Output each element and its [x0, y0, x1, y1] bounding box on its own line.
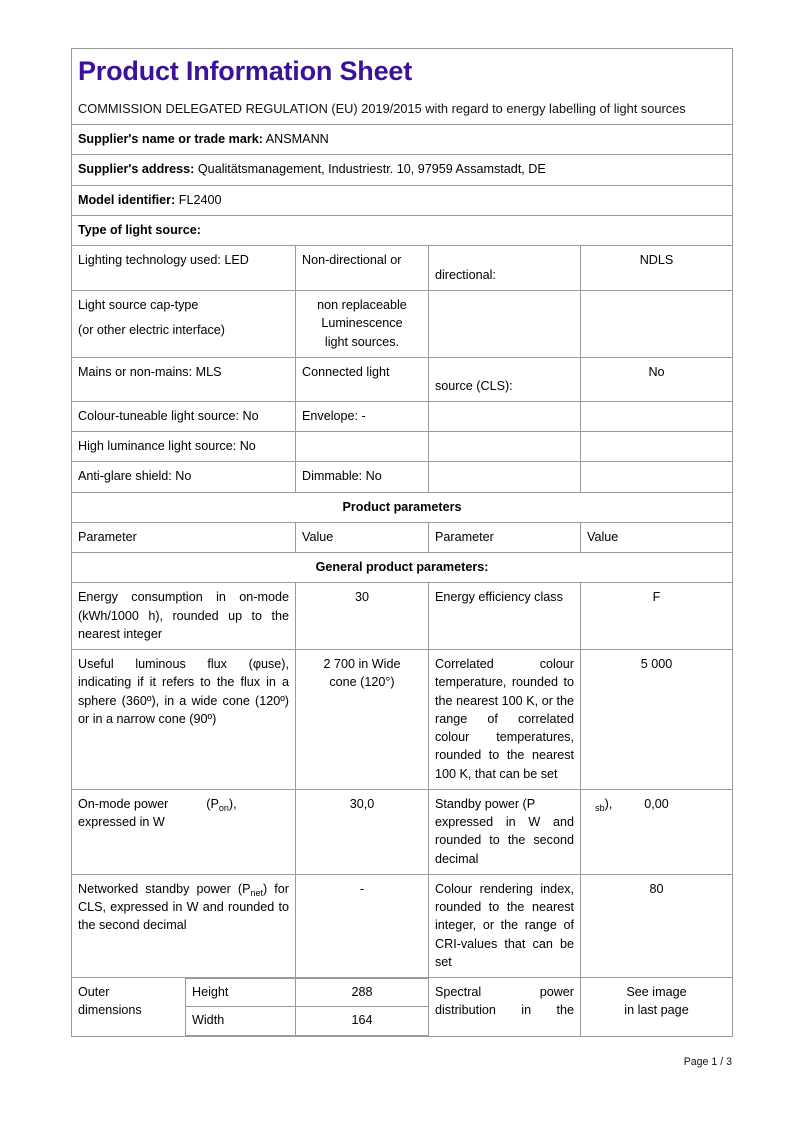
height-value: 288 — [296, 979, 429, 1007]
supplier-address-value: Qualitätsmanagement, Industriestr. 10, 97959 Assamstadt, DE — [197, 162, 546, 177]
supplier-address-row — [72, 155, 733, 185]
lighting-technology-label: Lighting technology used: LED — [72, 246, 296, 291]
header-value-right: Value — [581, 522, 733, 552]
outer-dimensions-row — [72, 978, 733, 1037]
mains-connected: Connected light — [296, 357, 429, 401]
energy-consumption-value: 30 — [296, 583, 429, 650]
cap-type-value: non replaceable Luminescence light sources. — [296, 291, 429, 358]
standby-power-value: 0,00 — [581, 789, 733, 874]
dimensions-table — [185, 978, 429, 1036]
colour-rendering-index-label: Colour rendering index, rounded to the nearest integer, or the range of CRI-values that can be set — [429, 874, 581, 977]
luminous-flux-row — [72, 650, 733, 790]
lighting-technology-direction: Non-directional or — [296, 246, 429, 291]
colour-tuneable-label: Colour-tuneable light source: No — [72, 401, 296, 431]
regulation-text: COMMISSION DELEGATED REGULATION (EU) 2019/2015 with regard to energy labelling of light sources — [78, 101, 686, 117]
anti-glare-label: Anti-glare shield: No — [72, 462, 296, 492]
page-title: Product Information Sheet — [78, 56, 413, 86]
energy-efficiency-class-label: Energy efficiency class — [429, 583, 581, 650]
product-parameters-heading-row — [72, 492, 733, 522]
mains-row — [72, 357, 733, 401]
outer-dimensions-layout — [72, 978, 429, 1036]
cap-type-row — [72, 291, 733, 358]
supplier-name-value: ANSMANN — [265, 132, 329, 147]
outer-dimensions-cell — [72, 978, 429, 1037]
header-value-left: Value — [296, 522, 429, 552]
height-label: Height — [186, 979, 296, 1007]
product-parameters-heading: Product parameters — [72, 492, 733, 522]
cap-type-col4 — [581, 291, 733, 358]
dimensions-subtable-holder — [185, 978, 429, 1036]
supplier-name-cell — [72, 125, 733, 155]
colour-rendering-index-value: 80 — [581, 874, 733, 977]
networked-standby-value: - — [296, 874, 429, 977]
supplier-address-cell — [72, 155, 733, 185]
envelope-label: Envelope: - — [296, 401, 429, 431]
model-identifier-label: Model identifier: — [78, 192, 176, 207]
model-identifier-row — [72, 185, 733, 215]
anti-glare-row — [72, 462, 733, 492]
cap-type-col3 — [429, 291, 581, 358]
light-source-type-row — [72, 215, 733, 245]
model-identifier-value: FL2400 — [178, 192, 222, 207]
height-row — [186, 979, 429, 1007]
cap-type-label: Light source cap-type (or other electric interface) — [72, 291, 296, 358]
on-mode-power-value: 30,0 — [296, 789, 429, 874]
energy-consumption-row — [72, 583, 733, 650]
width-row — [186, 1007, 429, 1035]
luminous-flux-label: Useful luminous flux (φuse), indicating if it refers to the flux in a sphere (360º), in a wide cone (120º) or in a narrow cone (90º) — [72, 650, 296, 790]
mains-value: No — [581, 357, 733, 401]
spectral-power-label: Spectral power distribution in the — [429, 978, 581, 1037]
supplier-name-row — [72, 125, 733, 155]
high-luminance-row — [72, 432, 733, 462]
high-luminance-col4 — [581, 432, 733, 462]
spectral-power-value: See image in last page — [581, 978, 733, 1037]
energy-consumption-label: Energy consumption in on-mode (kWh/1000 h), rounded up to the nearest integer — [72, 583, 296, 650]
width-value: 164 — [296, 1007, 429, 1035]
anti-glare-col4 — [581, 462, 733, 492]
on-mode-power-row — [72, 789, 733, 874]
mains-cls-label: source (CLS): — [429, 357, 581, 401]
header-parameter-left: Parameter — [72, 522, 296, 552]
colour-tuneable-col4 — [581, 401, 733, 431]
networked-standby-row — [72, 874, 733, 977]
correlated-colour-temperature-label: Correlated colour temperature, rounded to the nearest 100 K, or the range of correlated colour temperatures, rounded to the nearest 100 K, that can be set — [429, 650, 581, 790]
high-luminance-col2 — [296, 432, 429, 462]
general-parameters-heading-row — [72, 553, 733, 583]
light-source-type-cell — [72, 215, 733, 245]
energy-efficiency-class-value: F — [581, 583, 733, 650]
luminous-flux-value: 2 700 in Wide cone (120°) — [296, 650, 429, 790]
lighting-technology-row — [72, 246, 733, 291]
parameter-headers-row — [72, 522, 733, 552]
product-information-table — [71, 48, 733, 1037]
width-label: Width — [186, 1007, 296, 1035]
title-row — [72, 49, 733, 125]
model-identifier-cell — [72, 185, 733, 215]
general-parameters-heading: General product parameters: — [72, 553, 733, 583]
high-luminance-label: High luminance light source: No — [72, 432, 296, 462]
light-source-type-label: Type of light source: — [78, 222, 201, 237]
on-mode-power-label: On-mode power $(P_{on})$, expressed in W — [72, 789, 296, 874]
dimmable-label: Dimmable: No — [296, 462, 429, 492]
lighting-technology-directional-label: directional: — [429, 246, 581, 291]
header-parameter-right: Parameter — [429, 522, 581, 552]
outer-dimensions-label: Outer dimensions — [78, 985, 142, 1018]
page-footer: Page 1 / 3 — [683, 1056, 732, 1068]
mains-label: Mains or non-mains: MLS — [72, 357, 296, 401]
networked-standby-label: Networked standby power $(P_{net})$ for CLS, expressed in W and rounded to the second decimal — [72, 874, 296, 977]
lighting-technology-value: NDLS — [581, 246, 733, 291]
document-page — [71, 48, 732, 1037]
supplier-name-label: Supplier's name or trade mark: — [78, 132, 263, 147]
supplier-address-label: Supplier's address: — [78, 162, 195, 177]
standby-power-label: Standby power (P $_{sb}$), expressed in W and rounded to the second decimal — [429, 789, 581, 874]
colour-tuneable-col3 — [429, 401, 581, 431]
title-cell — [72, 49, 733, 125]
correlated-colour-temperature-value: 5 000 — [581, 650, 733, 790]
anti-glare-col3 — [429, 462, 581, 492]
colour-tuneable-row — [72, 401, 733, 431]
high-luminance-col3 — [429, 432, 581, 462]
